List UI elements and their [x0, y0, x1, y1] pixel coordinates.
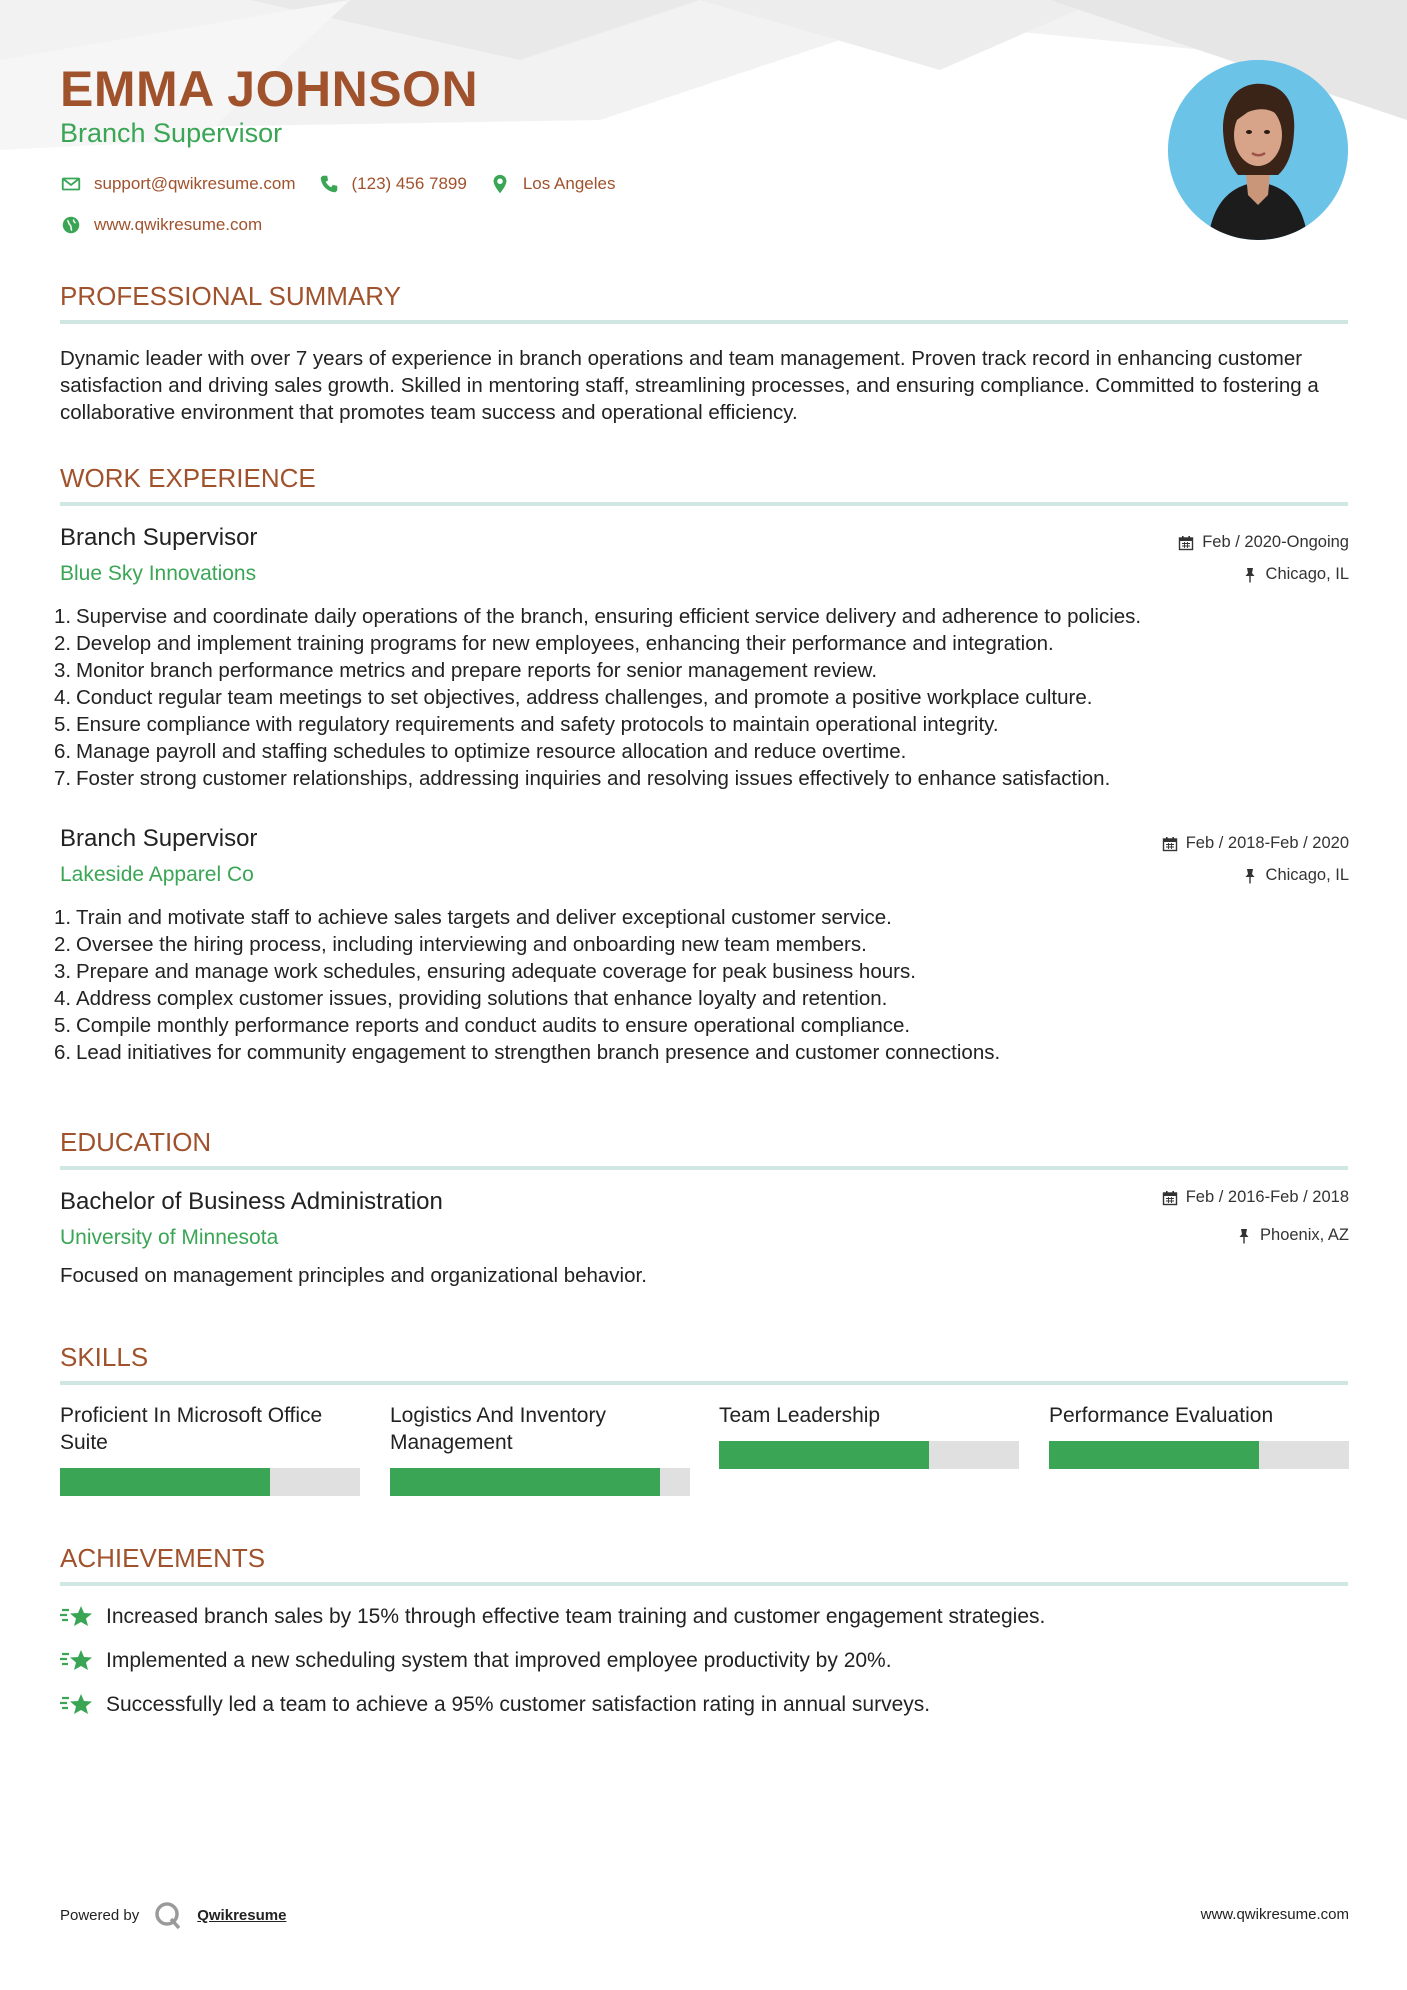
job-responsibilities	[54, 904, 1350, 1066]
job-location	[1242, 565, 1349, 584]
profile-photo	[1168, 60, 1348, 240]
achievement-item	[60, 1692, 930, 1718]
skills-heading: SKILLS	[60, 1342, 149, 1372]
calendar-icon	[1178, 535, 1194, 551]
summary-heading: PROFESSIONAL SUMMARY	[60, 281, 401, 311]
skill-label: Team Leadership	[719, 1404, 881, 1427]
job-location-text: Chicago, IL	[1265, 866, 1349, 884]
qwikresume-link[interactable]: Qwikresume	[197, 1906, 287, 1924]
pin-icon	[1242, 567, 1258, 583]
map-pin-icon	[489, 173, 511, 195]
skill-bar-fill	[390, 1468, 660, 1496]
skill-label: Performance Evaluation	[1049, 1404, 1274, 1427]
footer-website-link[interactable]: www.qwikresume.com	[1200, 1906, 1349, 1923]
skill-item	[390, 1402, 690, 1456]
skill-bar-fill	[1049, 1441, 1259, 1469]
email-link[interactable]: support@qwikresume.com	[94, 174, 296, 193]
skill-bar-fill	[719, 1441, 929, 1469]
calendar-icon	[1162, 1190, 1178, 1206]
job-dates-text: Feb / 2020-Ongoing	[1202, 533, 1349, 551]
company-name: Lakeside Apparel Co	[60, 863, 254, 886]
education-location-text: Phoenix, AZ	[1260, 1226, 1349, 1244]
job-title: Branch Supervisor	[60, 524, 258, 551]
job-responsibilities	[54, 603, 1350, 792]
skill-item	[60, 1402, 360, 1456]
job-dates	[1162, 834, 1349, 853]
education-note: Focused on management principles and organizational behavior.	[60, 1264, 647, 1287]
achievement-text: Implemented a new scheduling system that improved employee productivity by 20%.	[106, 1649, 892, 1672]
job-dates-text: Feb / 2018-Feb / 2020	[1185, 834, 1349, 852]
education-location	[1236, 1226, 1349, 1245]
education-dates-text: Feb / 2016-Feb / 2018	[1185, 1188, 1349, 1206]
contact-row	[60, 173, 637, 195]
list-item: 5. Compile monthly performance reports and conduct audits to ensure operational compliance.	[54, 1014, 911, 1037]
education-heading: EDUCATION	[60, 1127, 212, 1157]
qwikresume-logo-icon	[153, 1900, 183, 1930]
job-location	[1242, 866, 1349, 885]
education-dates	[1162, 1188, 1349, 1207]
skill-bar	[390, 1468, 690, 1496]
skill-label: Logistics And Inventory Management	[390, 1404, 606, 1454]
list-item: 4. Conduct regular team meetings to set objectives, address challenges, and promote a positive workplace culture.	[54, 686, 1093, 709]
envelope-icon	[60, 173, 82, 195]
experience-heading: WORK EXPERIENCE	[60, 463, 316, 493]
phone-text: (123) 456 7899	[351, 174, 467, 193]
summary-text: Dynamic leader with over 7 years of experience in branch operations and team management. Proven track record in enhancing customer satisfaction and driving sales growth. Skilled in mentoring staff, streamlining processes, and ensuring compliance. Committed to fostering a collaborative environment that promotes team success and operational efficiency.	[60, 347, 1319, 424]
achievement-text: Increased branch sales by 15% through effective team training and customer engagement strategies.	[106, 1605, 1046, 1628]
powered-by-label: Powered by	[60, 1906, 140, 1924]
section-divider	[60, 1166, 1348, 1170]
section-divider	[60, 1381, 1348, 1385]
skill-label: Proficient In Microsoft Office Suite	[60, 1404, 323, 1454]
skill-bar-fill	[60, 1468, 270, 1496]
achievements-heading: ACHIEVEMENTS	[60, 1543, 266, 1573]
skill-item	[719, 1402, 1019, 1429]
list-item: 7. Foster strong customer relationships, addressing inquiries and resolving issues effectively to enhance satisfaction.	[54, 767, 1111, 790]
contact-row-website	[60, 214, 284, 236]
skill-bar	[719, 1441, 1019, 1469]
star-icon	[60, 1648, 94, 1674]
company-name: Blue Sky Innovations	[60, 562, 257, 585]
pin-icon	[1242, 868, 1258, 884]
avatar	[1168, 60, 1348, 240]
skill-bar	[1049, 1441, 1349, 1469]
list-item: 3. Prepare and manage work schedules, ensuring adequate coverage for peak business hours.	[54, 960, 916, 983]
phone-icon	[318, 173, 340, 195]
job-dates	[1178, 533, 1349, 552]
skill-bar	[60, 1468, 360, 1496]
list-item: 2. Develop and implement training programs for new employees, enhancing their performance and integration.	[54, 632, 1054, 655]
footer-powered-by	[60, 1900, 286, 1930]
achievement-item	[60, 1648, 892, 1674]
star-icon	[60, 1604, 94, 1630]
candidate-name: EMMA JOHNSON	[60, 61, 479, 117]
school-name: University of Minnesota	[60, 1226, 279, 1249]
section-divider	[60, 502, 1348, 506]
list-item: 4. Address complex customer issues, providing solutions that enhance loyalty and retention.	[54, 987, 888, 1010]
calendar-icon	[1162, 836, 1178, 852]
list-item: 1. Train and motivate staff to achieve sales targets and deliver exceptional customer service.	[54, 906, 892, 929]
location-text: Los Angeles	[522, 174, 616, 193]
list-item: 5. Ensure compliance with regulatory requirements and safety protocols to maintain operational integrity.	[54, 713, 999, 736]
website-link[interactable]: www.qwikresume.com	[94, 215, 263, 234]
pin-icon	[1236, 1228, 1252, 1244]
degree-title: Bachelor of Business Administration	[60, 1188, 443, 1215]
skill-item	[1049, 1402, 1349, 1429]
list-item: 6. Manage payroll and staffing schedules to optimize resource allocation and reduce overtime.	[54, 740, 907, 763]
section-divider	[60, 1582, 1348, 1586]
globe-icon	[60, 214, 82, 236]
list-item: 2. Oversee the hiring process, including interviewing and onboarding new team members.	[54, 933, 867, 956]
candidate-role: Branch Supervisor	[60, 118, 283, 148]
star-icon	[60, 1692, 94, 1718]
achievement-text: Successfully led a team to achieve a 95% customer satisfaction rating in annual surveys.	[106, 1693, 931, 1716]
list-item: 1. Supervise and coordinate daily operations of the branch, ensuring efficient service delivery and adherence to policies.	[54, 605, 1142, 628]
section-divider	[60, 320, 1348, 324]
list-item: 3. Monitor branch performance metrics and prepare reports for senior management review.	[54, 659, 878, 682]
list-item: 6. Lead initiatives for community engagement to strengthen branch presence and customer connections.	[54, 1041, 1001, 1064]
achievement-item	[60, 1604, 1045, 1630]
job-title: Branch Supervisor	[60, 825, 258, 852]
job-location-text: Chicago, IL	[1265, 565, 1349, 583]
